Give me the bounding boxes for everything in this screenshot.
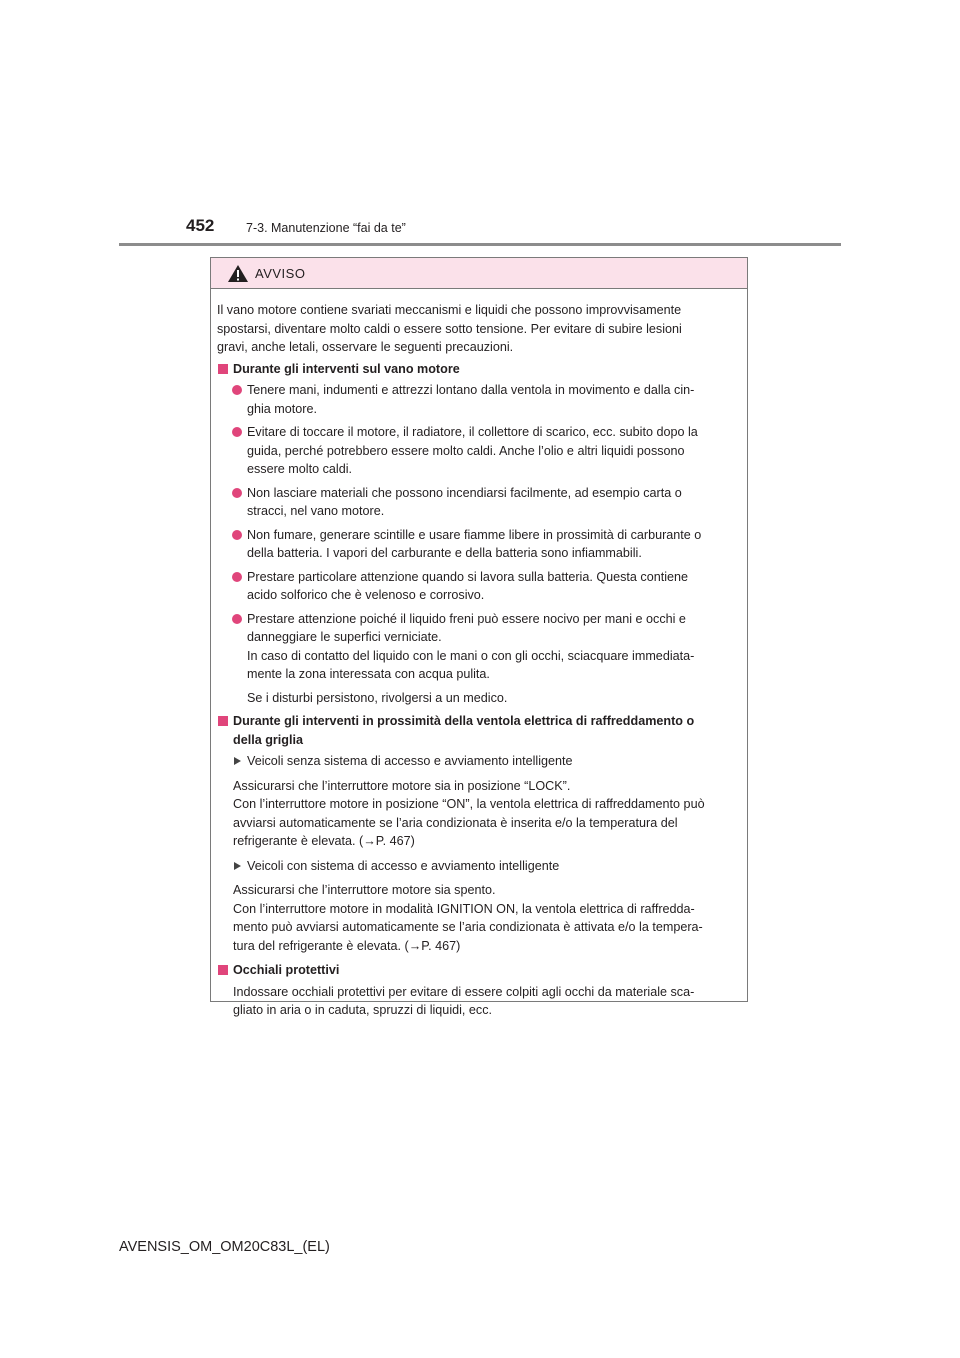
document-code: AVENSIS_OM_OM20C83L_(EL) [119, 1239, 330, 1255]
bullet-line: danneggiare le superfici verniciate. [247, 630, 442, 644]
page-number: 452 [186, 216, 215, 235]
section-heading-engine-compartment [217, 360, 741, 379]
bullet-line: acido solforico che è velenoso e corrosivo. [247, 588, 485, 602]
bullet-line: Non lasciare materiali che possono incendiarsi facilmente, ad esempio carta o [247, 485, 682, 500]
variant-text-with-smart-entry [217, 881, 741, 955]
intro-line: spostarsi, diventare molto caldi o essere sotto tensione. Per evitare di subire lesioni [217, 321, 682, 336]
bullet-line: stracci, nel vano motore. [247, 504, 385, 518]
section-heading-cooling-fan [217, 712, 741, 749]
variant-label-text: Veicoli con sistema di accesso e avviamento intelligente [247, 858, 560, 873]
bullet-line: In caso di contatto del liquido con le mani o con gli occhi, sciacquare immediata- [247, 648, 695, 663]
header-rule [119, 243, 841, 246]
warning-box [210, 257, 748, 1017]
round-bullet-icon [232, 427, 242, 437]
variant-text-without-smart-entry [217, 777, 741, 851]
intro-line: gravi, anche letali, osservare le seguenti precauzioni. [217, 340, 514, 354]
warning-title: AVVISO [255, 265, 306, 281]
intro-line: Il vano motore contiene svariati meccanismi e liquidi che possono improvvisamente [217, 303, 682, 317]
section-heading-goggles [217, 961, 741, 980]
warning-triangle-icon [227, 264, 249, 283]
list-item [217, 381, 741, 418]
text-line: Assicurarsi che l’interruttore motore sia spento. [233, 883, 496, 897]
round-bullet-icon [232, 385, 242, 395]
bullet-line: ghia motore. [247, 401, 318, 416]
square-bullet-icon [218, 965, 228, 975]
bullet-line: Prestare particolare attenzione quando si lavora sulla batteria. Questa contiene [247, 569, 689, 584]
square-bullet-icon [218, 364, 228, 374]
text-line: avviarsi automaticamente se l’aria condizionata è inserita e/o la temperatura del [233, 815, 678, 830]
intro-paragraph [217, 301, 741, 357]
warning-header [211, 258, 747, 289]
text-line: Assicurarsi che l’interruttore motore sia in posizione “LOCK”. [233, 778, 571, 793]
text-line: Con l’interruttore motore in modalità IGNITION ON, la ventola elettrica di raffredda- [233, 901, 695, 916]
arrow-right-icon [234, 757, 241, 765]
arrow-right-icon [234, 862, 241, 870]
round-bullet-icon [232, 572, 242, 582]
text-line: refrigerante è elevata. (→P. 467) [233, 834, 415, 848]
bullet-line: guida, perché potrebbero essere molto caldi. Anche l’olio e altri liquidi possono [247, 443, 685, 458]
bullet-line: mente la zona interessata con acqua pulita. [247, 667, 490, 681]
bullet-line: essere molto caldi. [247, 462, 352, 476]
text-line: mento può avviarsi automaticamente se l’aria condizionata è attivata e/o la tempera- [233, 920, 703, 934]
round-bullet-icon [232, 488, 242, 498]
goggles-text [217, 983, 741, 1020]
round-bullet-icon [232, 530, 242, 540]
variant-label-without-smart-entry [217, 752, 741, 771]
section-heading-text: Occhiali protettivi [233, 963, 340, 977]
list-item [217, 484, 741, 521]
variant-label-text: Veicoli senza sistema di accesso e avviamento intelligente [247, 754, 573, 768]
bullet-line: Prestare attenzione poiché il liquido freni può essere nocivo per mani e occhi e [247, 611, 686, 626]
text-line: gliato in aria o in caduta, spruzzi di liquidi, ecc. [233, 1003, 493, 1017]
list-item [217, 610, 741, 684]
warning-body [211, 289, 747, 1020]
text-line: Indossare occhiali protettivi per evitare di essere colpiti agli occhi da materiale sca- [233, 984, 695, 999]
section-title: 7-3. Manutenzione “fai da te” [246, 221, 406, 235]
text-line: Con l’interruttore motore in posizione “ON”, la ventola elettrica di raffreddamento può [233, 797, 705, 811]
list-item [217, 568, 741, 605]
bullet-line: Non fumare, generare scintille e usare fiamme libere in prossimità di carburante o [247, 527, 702, 542]
variant-label-with-smart-entry [217, 857, 741, 876]
bullet-line: Evitare di toccare il motore, il radiatore, il collettore di scarico, ecc. subito dopo la [247, 425, 698, 439]
section-heading-text: della griglia [233, 732, 303, 747]
section-heading-text: Durante gli interventi sul vano motore [233, 361, 460, 376]
extra-note: Se i disturbi persistono, rivolgersi a un medico. [247, 690, 508, 705]
section-heading-text: Durante gli interventi in prossimità della ventola elettrica di raffreddamento o [233, 714, 695, 728]
text-line: tura del refrigerante è elevata. (→P. 467) [233, 938, 461, 953]
list-item [217, 526, 741, 563]
round-bullet-icon [232, 614, 242, 624]
list-item [217, 423, 741, 479]
bullet-line: della batteria. I vapori del carburante e della batteria sono infiammabili. [247, 546, 642, 560]
bullet-line: Tenere mani, indumenti e attrezzi lontano dalla ventola in movimento e dalla cin- [247, 383, 695, 397]
square-bullet-icon [218, 716, 228, 726]
